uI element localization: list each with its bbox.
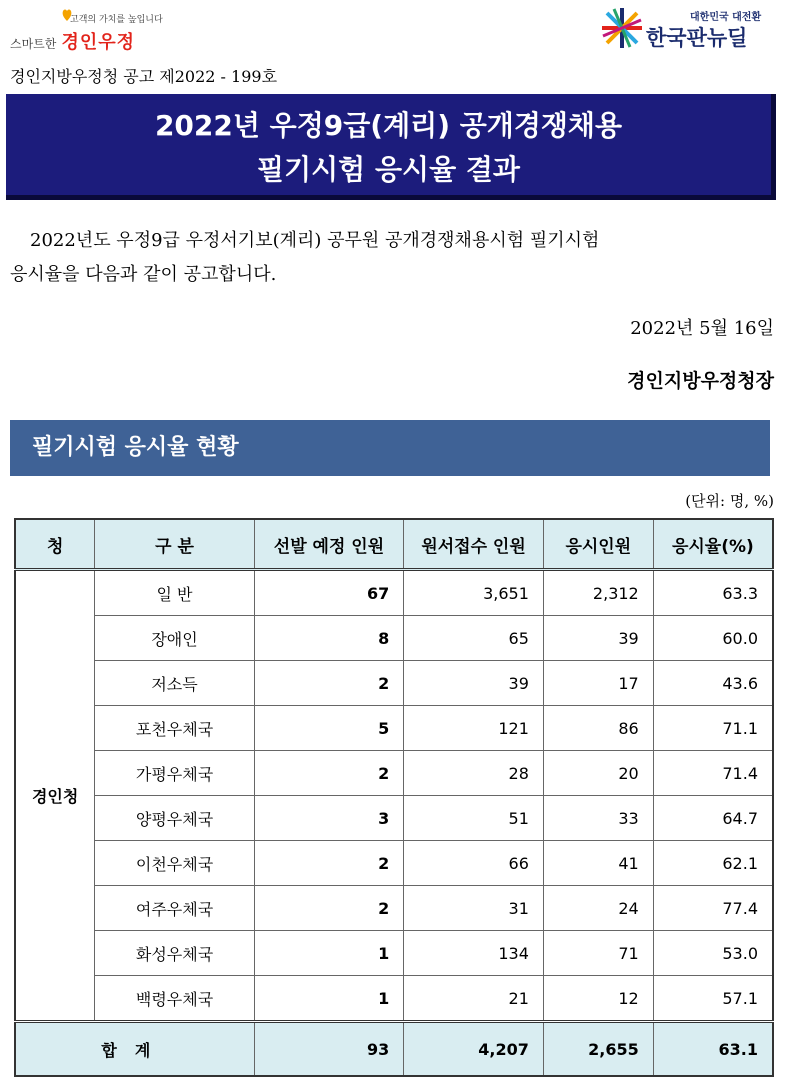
category-cell: 양평우체국 — [95, 796, 254, 841]
planned-cell: 8 — [254, 616, 403, 661]
logo-brand-name: 경인우정 — [61, 32, 136, 53]
header-rate: 응시율(%) — [653, 519, 773, 570]
planned-cell: 1 — [254, 931, 403, 976]
planned-cell: 5 — [254, 706, 403, 751]
korean-new-deal-logo — [600, 4, 790, 54]
table-row — [15, 570, 773, 616]
applied-cell: 28 — [404, 751, 544, 796]
total-label: 합계 — [15, 1022, 254, 1077]
rate-cell: 71.1 — [653, 706, 773, 751]
attended-cell: 33 — [543, 796, 653, 841]
document-title-line1: 2022년 우정9급(계리) 공개경쟁채용 — [154, 109, 623, 142]
planned-cell: 2 — [254, 661, 403, 706]
attended-cell: 2,312 — [543, 570, 653, 616]
category-cell: 백령우체국 — [95, 976, 254, 1022]
rate-cell: 57.1 — [653, 976, 773, 1022]
applied-cell: 39 — [404, 661, 544, 706]
koreapost-gyeongin-logo — [8, 4, 178, 54]
rate-cell: 53.0 — [653, 931, 773, 976]
total-planned: 93 — [254, 1022, 403, 1077]
office-cell: 경인청 — [15, 570, 95, 1022]
table-row — [15, 931, 773, 976]
header-planned: 선발 예정 인원 — [254, 519, 403, 570]
table-row — [15, 706, 773, 751]
planned-cell: 2 — [254, 886, 403, 931]
category-cell: 장애인 — [95, 616, 254, 661]
applied-cell: 21 — [404, 976, 544, 1022]
applied-cell: 65 — [404, 616, 544, 661]
applied-cell: 134 — [404, 931, 544, 976]
category-cell: 일 반 — [95, 570, 254, 616]
planned-cell: 2 — [254, 751, 403, 796]
section-title: 필기시험 응시율 현황 — [10, 420, 770, 476]
unit-note: (단위: 명, %) — [685, 492, 774, 510]
rate-cell: 43.6 — [653, 661, 773, 706]
attended-cell: 17 — [543, 661, 653, 706]
total-attended: 2,655 — [543, 1022, 653, 1077]
attended-cell: 41 — [543, 841, 653, 886]
header-office: 청 — [15, 519, 95, 570]
table-row — [15, 841, 773, 886]
category-cell: 이천우체국 — [95, 841, 254, 886]
rate-cell: 64.7 — [653, 796, 773, 841]
rate-cell: 60.0 — [653, 616, 773, 661]
attended-cell: 39 — [543, 616, 653, 661]
total-applied: 4,207 — [404, 1022, 544, 1077]
body-text-line1: 2022년도 우정9급 우정서기보(계리) 공무원 공개경쟁채용시험 필기시험 — [30, 230, 600, 251]
applied-cell: 31 — [404, 886, 544, 931]
new-deal-title: 한국판뉴딜 — [646, 26, 748, 50]
attended-cell: 20 — [543, 751, 653, 796]
applied-cell: 3,651 — [404, 570, 544, 616]
planned-cell: 67 — [254, 570, 403, 616]
category-cell: 가평우체국 — [95, 751, 254, 796]
new-deal-subtitle: 대한민국 대전환 — [690, 12, 762, 23]
rate-cell: 63.3 — [653, 570, 773, 616]
applied-cell: 121 — [404, 706, 544, 751]
document-title-line2: 필기시험 응시율 결과 — [257, 153, 520, 186]
applied-cell: 51 — [404, 796, 544, 841]
attended-cell: 24 — [543, 886, 653, 931]
logo-brand-prefix: 스마트한 — [10, 37, 57, 51]
applied-cell: 66 — [404, 841, 544, 886]
category-cell: 포천우체국 — [95, 706, 254, 751]
header-attended: 응시인원 — [543, 519, 653, 570]
planned-cell: 1 — [254, 976, 403, 1022]
category-cell: 화성우체국 — [95, 931, 254, 976]
table-row — [15, 976, 773, 1022]
attended-cell: 71 — [543, 931, 653, 976]
attended-cell: 86 — [543, 706, 653, 751]
rate-cell: 77.4 — [653, 886, 773, 931]
planned-cell: 2 — [254, 841, 403, 886]
table-row — [15, 751, 773, 796]
category-cell: 저소득 — [95, 661, 254, 706]
total-rate: 63.1 — [653, 1022, 773, 1077]
signer: 경인지방우정청장 — [627, 370, 774, 392]
table-row — [15, 796, 773, 841]
planned-cell: 3 — [254, 796, 403, 841]
table-row — [15, 661, 773, 706]
announcement-date: 2022년 5월 16일 — [630, 318, 774, 339]
table-row — [15, 616, 773, 661]
logo-slogan: 고객의 가치를 높입니다 — [70, 15, 163, 25]
total-row — [15, 1022, 773, 1077]
header-category: 구 분 — [95, 519, 254, 570]
table-row — [15, 886, 773, 931]
rate-cell: 71.4 — [653, 751, 773, 796]
table-header-row — [15, 519, 773, 570]
logo-brand — [10, 28, 135, 54]
new-deal-star-icon — [600, 6, 644, 50]
results-table — [14, 518, 774, 1077]
document-title-box — [6, 94, 776, 200]
attended-cell: 12 — [543, 976, 653, 1022]
rate-cell: 62.1 — [653, 841, 773, 886]
notice-number: 경인지방우정청 공고 제2022 - 199호 — [10, 67, 278, 86]
body-text-line2: 응시율을 다음과 같이 공고합니다. — [10, 264, 277, 285]
header-applied: 원서접수 인원 — [404, 519, 544, 570]
category-cell: 여주우체국 — [95, 886, 254, 931]
